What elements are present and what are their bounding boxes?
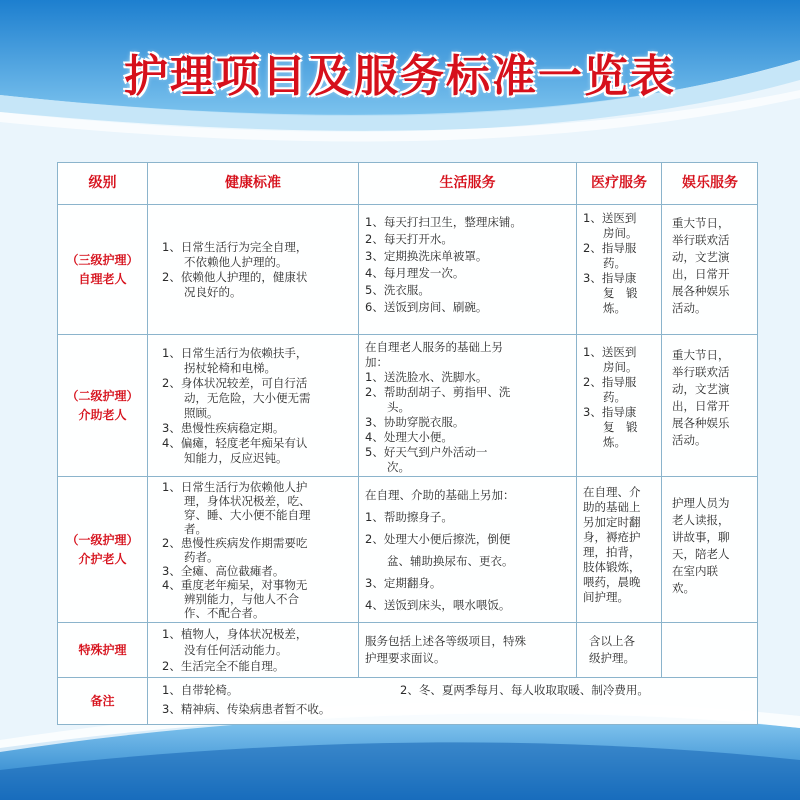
medical-line: 级护理。 — [589, 651, 635, 665]
health-line: 4、偏瘫，轻度老年痴呆有认 — [162, 435, 308, 450]
fun-line: 重大节日， — [672, 216, 730, 230]
health-line: 拐杖轮椅和电梯。 — [184, 360, 276, 375]
health-line: 2、身体状况较差，可自行活 — [162, 375, 308, 390]
health-line: 照顾。 — [184, 405, 219, 420]
level-grade: （一级护理） — [66, 532, 139, 547]
life-line: 2、每天打开水。 — [365, 232, 453, 246]
fun-line: 老人读报， — [672, 513, 730, 527]
life-line: 1、每天打扫卫生，整理床铺。 — [365, 215, 522, 229]
life-line: 1、帮助擦身子。 — [365, 509, 453, 524]
medical-line: 炼。 — [603, 301, 626, 315]
health-line: 1、日常生活行为依赖扶手， — [162, 345, 308, 360]
notes-label-text: 备注 — [90, 693, 115, 708]
fun-line: 展各种娱乐 — [672, 284, 730, 298]
life-service-cell — [359, 477, 577, 623]
life-line: 护理要求面议。 — [365, 651, 446, 665]
entertainment-service-cell — [662, 477, 758, 623]
entertainment-service-cell — [662, 623, 758, 678]
fun-line: 展各种娱乐 — [672, 416, 730, 430]
fun-line: 动，文艺演 — [672, 382, 730, 396]
life-line: 2、帮助刮胡子、剪指甲、洗 — [365, 385, 511, 399]
life-line: 5、洗衣服。 — [365, 283, 430, 297]
fun-line: 动，文艺演 — [672, 250, 730, 264]
medical-line: 复 锻 — [603, 420, 638, 434]
note-item: 1、自带轮椅。 — [162, 683, 239, 697]
entertainment-service-cell — [662, 205, 758, 335]
health-line: 辨别能力，与他人不合 — [184, 591, 299, 606]
medical-line: 炼。 — [603, 435, 626, 449]
life-line: 4、送饭到床头，喂水喂饭。 — [365, 597, 511, 612]
fun-line: 出，日常开 — [672, 267, 730, 281]
level-type: 自理老人 — [78, 271, 127, 286]
health-line: 动，无危险，大小便无需 — [184, 390, 311, 405]
header-medical-service: 医疗服务 — [577, 163, 662, 205]
health-line: 作、不配合者。 — [184, 605, 265, 620]
health-line: 1、植物人，身体状况极差， — [162, 627, 308, 641]
level-cell-nursing — [58, 477, 148, 623]
medical-line: 身，褥疮护 — [583, 530, 641, 544]
header-level: 级别 — [58, 163, 148, 205]
level-cell-self-care — [58, 205, 148, 335]
fun-line: 护理人员为 — [672, 496, 730, 510]
life-line: 在自理、介助的基础上另加： — [365, 487, 515, 502]
fun-line: 欢。 — [672, 581, 695, 595]
medical-line: 肢体锻炼， — [583, 560, 641, 574]
medical-service-cell — [577, 477, 662, 623]
level-cell-special — [58, 623, 148, 678]
medical-line: 含以上各 — [589, 634, 635, 648]
header-health-standard: 健康标准 — [148, 163, 359, 205]
health-line: 4、重度老年痴呆，对事物无 — [162, 577, 308, 592]
fun-line: 举行联欢活 — [672, 233, 730, 247]
health-standard-cell — [148, 205, 359, 335]
medical-line: 2、指导服 — [583, 241, 637, 255]
health-standard-cell — [148, 335, 359, 477]
health-line: 药者。 — [184, 549, 219, 564]
header-life-service: 生活服务 — [359, 163, 577, 205]
health-line: 理，身体状况极差，吃、 — [184, 493, 311, 508]
fun-line: 重大节日， — [672, 348, 730, 362]
health-standard-cell — [148, 623, 359, 678]
life-line: 服务包括上述各等级项目，特殊 — [365, 634, 526, 648]
medical-line: 房间。 — [603, 226, 638, 240]
fun-line: 讲故事，聊 — [672, 530, 730, 544]
fun-line: 天，陪老人 — [672, 547, 730, 561]
life-line: 1、送洗脸水、洗脚水。 — [365, 370, 488, 384]
medical-line: 1、送医到 — [583, 211, 637, 225]
level-type: 介护老人 — [78, 551, 127, 566]
medical-line: 药。 — [603, 256, 626, 270]
health-line: 知能力，反应迟钝。 — [184, 450, 288, 465]
health-standard-cell — [148, 477, 359, 623]
health-line: 2、生活完全不能自理。 — [162, 659, 285, 673]
health-line: 没有任何活动能力。 — [184, 643, 288, 657]
service-standards-table — [57, 162, 758, 725]
life-line: 在自理老人服务的基础上另 — [365, 340, 503, 354]
fun-line: 活动。 — [672, 301, 707, 315]
life-line: 5、好天气到户外活动一 — [365, 445, 488, 459]
life-line: 3、定期换洗床单被罩。 — [365, 249, 488, 263]
medical-service-cell — [577, 623, 662, 678]
medical-line: 理，拍背， — [583, 545, 641, 559]
note-item: 3、精神病、传染病患者暂不收。 — [162, 702, 331, 716]
life-service-cell — [359, 335, 577, 477]
level-cell-assisted — [58, 335, 148, 477]
medical-line: 3、指导康 — [583, 405, 637, 419]
life-line: 4、处理大小便。 — [365, 430, 453, 444]
life-line: 盆、辅助换尿布、更衣。 — [387, 553, 514, 568]
entertainment-service-cell — [662, 335, 758, 477]
health-line: 者。 — [184, 521, 207, 536]
medical-line: 1、送医到 — [583, 345, 637, 359]
medical-line: 药。 — [603, 390, 626, 404]
life-line: 6、送饭到房间、刷碗。 — [365, 300, 488, 314]
level-grade: （三级护理） — [66, 252, 139, 267]
medical-line: 复 锻 — [603, 286, 638, 300]
notes-content — [148, 678, 758, 724]
health-line: 3、全瘫、高位截瘫者。 — [162, 563, 285, 578]
life-line: 加： — [365, 355, 388, 369]
medical-line: 2、指导服 — [583, 375, 637, 389]
health-line: 3、患慢性疾病稳定期。 — [162, 420, 285, 435]
level-grade: （二级护理） — [66, 388, 139, 403]
medical-line: 助的基础上 — [583, 500, 641, 514]
notes-label — [58, 678, 148, 724]
life-line: 次。 — [387, 460, 410, 474]
life-line: 3、定期翻身。 — [365, 575, 442, 590]
medical-service-cell — [577, 335, 662, 477]
life-service-cell — [359, 623, 577, 678]
health-line: 穿、睡、大小便不能自理 — [184, 507, 311, 522]
health-line: 2、患慢性疾病发作期需要吃 — [162, 535, 308, 550]
medical-line: 在自理、介 — [583, 485, 641, 499]
note-item: 2、冬、夏两季每月、每人收取取暖、制冷费用。 — [400, 683, 649, 697]
fun-line: 出，日常开 — [672, 399, 730, 413]
medical-line: 另加定时翻 — [583, 515, 641, 529]
life-line: 头。 — [387, 400, 410, 414]
page-title: 护理项目及服务标准一览表 — [124, 51, 676, 102]
life-line: 3、协助穿脱衣服。 — [365, 415, 465, 429]
fun-line: 举行联欢活 — [672, 365, 730, 379]
health-line: 1、日常生活行为依赖他人护 — [162, 479, 308, 494]
level-type: 介助老人 — [78, 407, 127, 422]
medical-service-cell — [577, 205, 662, 335]
medical-line: 3、指导康 — [583, 271, 637, 285]
medical-line: 房间。 — [603, 360, 638, 374]
medical-line: 间护理。 — [583, 590, 629, 604]
life-service-cell — [359, 205, 577, 335]
fun-line: 活动。 — [672, 433, 707, 447]
fun-line: 在室内联 — [672, 564, 718, 578]
medical-line: 喂药，晨晚 — [583, 575, 641, 589]
health-line: 况良好的。 — [184, 284, 242, 299]
health-line: 2、依赖他人护理的，健康状 — [162, 269, 308, 284]
level-grade: 特殊护理 — [78, 642, 127, 657]
health-line: 1、日常生活行为完全自理， — [162, 239, 308, 254]
life-line: 4、每月理发一次。 — [365, 266, 465, 280]
health-line: 不依赖他人护理的。 — [184, 254, 288, 269]
life-line: 2、处理大小便后擦洗，倒便 — [365, 531, 511, 546]
header-entertainment-service: 娱乐服务 — [662, 163, 758, 205]
